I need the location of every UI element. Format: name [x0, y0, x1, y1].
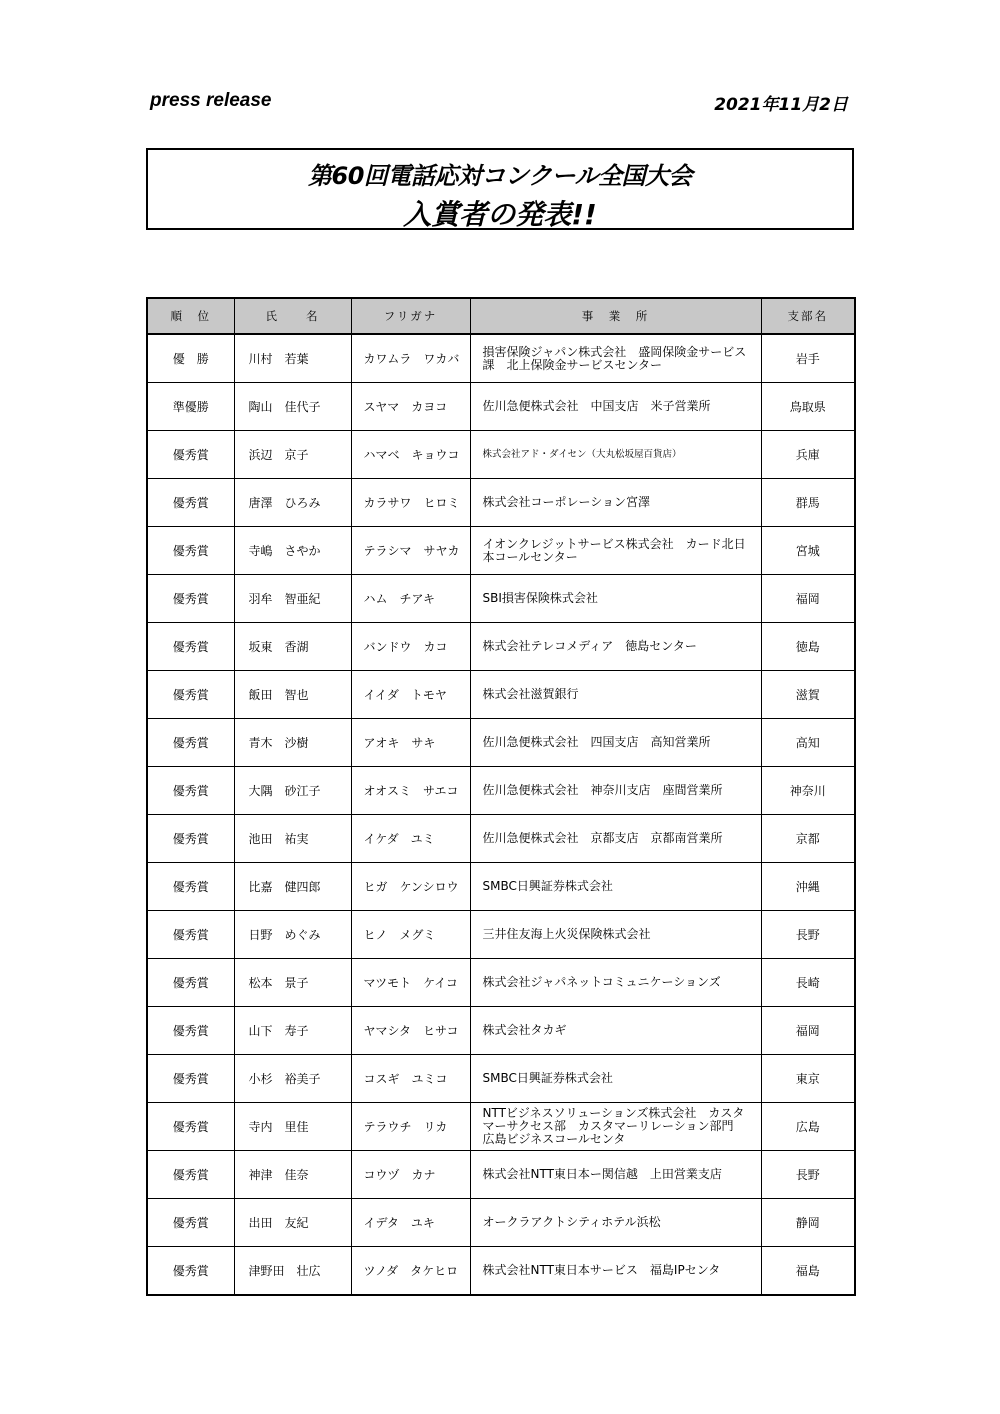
kana-cell: コスギ ユミコ	[351, 1055, 470, 1103]
kana-cell: イケダ ユミ	[351, 815, 470, 863]
kana-cell: ツノダ タケヒロ	[351, 1247, 470, 1296]
rank-cell: 優秀賞	[147, 527, 234, 575]
branch-cell: 長野	[761, 911, 855, 959]
branch-cell: 広島	[761, 1103, 855, 1151]
table-row	[147, 815, 855, 863]
rank-cell: 優秀賞	[147, 863, 234, 911]
company-cell: 株式会社アド・ダイセン（大丸松坂屋百貨店）	[470, 431, 761, 479]
branch-cell: 沖縄	[761, 863, 855, 911]
kana-cell: カラサワ ヒロミ	[351, 479, 470, 527]
table-row	[147, 1247, 855, 1296]
branch-cell: 徳島	[761, 623, 855, 671]
column-header-name: 氏 名	[234, 298, 351, 334]
rank-cell: 優秀賞	[147, 575, 234, 623]
release-date: 2021年11月2日	[714, 95, 848, 115]
rank-cell: 優秀賞	[147, 623, 234, 671]
column-header-branch: 支部名	[761, 298, 855, 334]
name-cell: 坂東 香湖	[234, 623, 351, 671]
name-cell: 寺内 里佳	[234, 1103, 351, 1151]
announcement-title: 入賞者の発表!!	[403, 198, 597, 231]
rank-cell: 優秀賞	[147, 815, 234, 863]
name-cell: 比嘉 健四郎	[234, 863, 351, 911]
rank-cell: 優秀賞	[147, 1055, 234, 1103]
kana-cell: ヒノ メグミ	[351, 911, 470, 959]
branch-cell: 群馬	[761, 479, 855, 527]
table-row	[147, 1007, 855, 1055]
kana-cell: スヤマ カヨコ	[351, 383, 470, 431]
table-row	[147, 1055, 855, 1103]
company-cell: オークラアクトシティホテル浜松	[470, 1199, 761, 1247]
branch-cell: 高知	[761, 719, 855, 767]
company-cell: 株式会社ジャパネットコミュニケーションズ	[470, 959, 761, 1007]
branch-cell: 兵庫	[761, 431, 855, 479]
title-box	[146, 148, 854, 230]
rank-cell: 優秀賞	[147, 1151, 234, 1199]
rank-cell: 優秀賞	[147, 1199, 234, 1247]
branch-cell: 福島	[761, 1247, 855, 1296]
rank-cell: 優秀賞	[147, 719, 234, 767]
company-cell: 株式会社NTT東日本ー関信越 上田営業支店	[470, 1151, 761, 1199]
company-cell: 佐川急便株式会社 神奈川支店 座間営業所	[470, 767, 761, 815]
kana-cell: ヒガ ケンシロウ	[351, 863, 470, 911]
event-title: 第60回電話応対コンクール全国大会	[308, 162, 692, 190]
name-cell: 青木 沙樹	[234, 719, 351, 767]
branch-cell: 長崎	[761, 959, 855, 1007]
branch-cell: 宮城	[761, 527, 855, 575]
rank-cell: 優秀賞	[147, 1247, 234, 1296]
table-row	[147, 527, 855, 575]
table-row	[147, 623, 855, 671]
name-cell: 唐澤 ひろみ	[234, 479, 351, 527]
column-header-rank: 順 位	[147, 298, 234, 334]
name-cell: 池田 祐実	[234, 815, 351, 863]
column-header-company: 事 業 所	[470, 298, 761, 334]
table-row	[147, 671, 855, 719]
branch-cell: 福岡	[761, 575, 855, 623]
kana-cell: イイダ トモヤ	[351, 671, 470, 719]
table-row	[147, 719, 855, 767]
branch-cell: 岩手	[761, 334, 855, 383]
branch-cell: 静岡	[761, 1199, 855, 1247]
table-row	[147, 767, 855, 815]
name-cell: 山下 寿子	[234, 1007, 351, 1055]
table-row	[147, 575, 855, 623]
branch-cell: 鳥取県	[761, 383, 855, 431]
company-cell: 佐川急便株式会社 四国支店 高知営業所	[470, 719, 761, 767]
branch-cell: 福岡	[761, 1007, 855, 1055]
kana-cell: カワムラ ワカバ	[351, 334, 470, 383]
table-row	[147, 431, 855, 479]
kana-cell: オオスミ サエコ	[351, 767, 470, 815]
kana-cell: バンドウ カコ	[351, 623, 470, 671]
rank-cell: 優秀賞	[147, 1007, 234, 1055]
company-cell: 株式会社テレコメディア 徳島センター	[470, 623, 761, 671]
company-cell: 株式会社滋賀銀行	[470, 671, 761, 719]
table-row	[147, 1103, 855, 1151]
name-cell: 日野 めぐみ	[234, 911, 351, 959]
company-cell: SMBC日興証券株式会社	[470, 863, 761, 911]
table-row	[147, 1151, 855, 1199]
table-row	[147, 383, 855, 431]
name-cell: 羽牟 智亜紀	[234, 575, 351, 623]
table-row	[147, 1199, 855, 1247]
winners-table	[146, 297, 856, 1296]
press-release-label: press release	[150, 90, 272, 111]
kana-cell: ヤマシタ ヒサコ	[351, 1007, 470, 1055]
rank-cell: 優秀賞	[147, 911, 234, 959]
table-row	[147, 863, 855, 911]
branch-cell: 長野	[761, 1151, 855, 1199]
name-cell: 飯田 智也	[234, 671, 351, 719]
name-cell: 出田 友紀	[234, 1199, 351, 1247]
kana-cell: イデタ ユキ	[351, 1199, 470, 1247]
kana-cell: ハマベ キョウコ	[351, 431, 470, 479]
name-cell: 小杉 裕美子	[234, 1055, 351, 1103]
company-cell: 佐川急便株式会社 中国支店 米子営業所	[470, 383, 761, 431]
name-cell: 大隅 砂江子	[234, 767, 351, 815]
kana-cell: ハム チアキ	[351, 575, 470, 623]
name-cell: 陶山 佳代子	[234, 383, 351, 431]
company-cell: SBI損害保険株式会社	[470, 575, 761, 623]
company-cell: NTTビジネスソリューションズ株式会社 カスタマーサクセス部 カスタマーリレーション部門 広島ビジネスコールセンタ	[470, 1103, 761, 1151]
table-row	[147, 479, 855, 527]
rank-cell: 優秀賞	[147, 1103, 234, 1151]
branch-cell: 京都	[761, 815, 855, 863]
company-cell: 株式会社コーポレーション宮澤	[470, 479, 761, 527]
company-cell: 損害保険ジャパン株式会社 盛岡保険金サービス課 北上保険金サービスセンター	[470, 334, 761, 383]
table-row	[147, 334, 855, 383]
company-cell: 佐川急便株式会社 京都支店 京都南営業所	[470, 815, 761, 863]
company-cell: 株式会社タカギ	[470, 1007, 761, 1055]
kana-cell: コウヅ カナ	[351, 1151, 470, 1199]
company-cell: 三井住友海上火災保険株式会社	[470, 911, 761, 959]
rank-cell: 優秀賞	[147, 767, 234, 815]
branch-cell: 神奈川	[761, 767, 855, 815]
column-header-kana: フリガナ	[351, 298, 470, 334]
table-row	[147, 911, 855, 959]
rank-cell: 準優勝	[147, 383, 234, 431]
company-cell: SMBC日興証券株式会社	[470, 1055, 761, 1103]
kana-cell: テラシマ サヤカ	[351, 527, 470, 575]
branch-cell: 東京	[761, 1055, 855, 1103]
rank-cell: 優秀賞	[147, 431, 234, 479]
rank-cell: 優 勝	[147, 334, 234, 383]
company-cell: イオンクレジットサービス株式会社 カード北日本コールセンター	[470, 527, 761, 575]
rank-cell: 優秀賞	[147, 479, 234, 527]
table-row	[147, 959, 855, 1007]
name-cell: 津野田 壮広	[234, 1247, 351, 1296]
name-cell: 松本 景子	[234, 959, 351, 1007]
name-cell: 川村 若葉	[234, 334, 351, 383]
branch-cell: 滋賀	[761, 671, 855, 719]
name-cell: 浜辺 京子	[234, 431, 351, 479]
name-cell: 神津 佳奈	[234, 1151, 351, 1199]
kana-cell: テラウチ リカ	[351, 1103, 470, 1151]
company-cell: 株式会社NTT東日本サービス 福島IPセンタ	[470, 1247, 761, 1296]
rank-cell: 優秀賞	[147, 671, 234, 719]
table-header-row	[147, 298, 855, 334]
kana-cell: マツモト ケイコ	[351, 959, 470, 1007]
rank-cell: 優秀賞	[147, 959, 234, 1007]
name-cell: 寺嶋 さやか	[234, 527, 351, 575]
kana-cell: アオキ サキ	[351, 719, 470, 767]
